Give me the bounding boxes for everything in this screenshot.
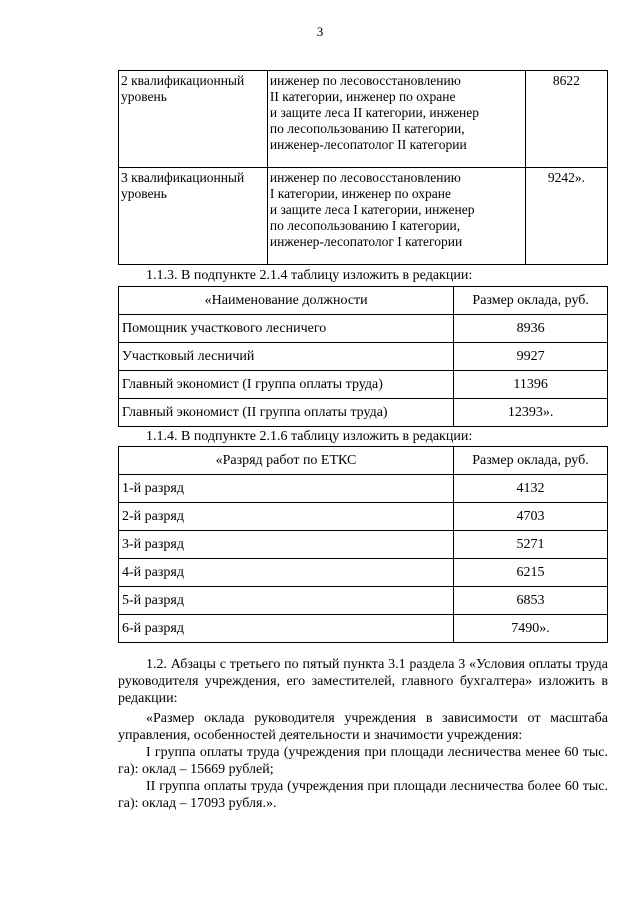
salary-cell: 12393». bbox=[454, 399, 608, 427]
position-line: и защите леса II категории, инженер bbox=[269, 105, 479, 120]
position-line: инженер по лесовосстановлению bbox=[269, 73, 461, 88]
grade-salary-table bbox=[118, 446, 608, 643]
paragraph-1-2: 1.2. Абзацы с третьего по пятый пункта 3.1 раздела 3 «Условия оплаты труда руководителя учреждения, его заместителей, главного бухгалтера» изложить в редакции: bbox=[118, 657, 608, 706]
qualification-table bbox=[118, 70, 608, 265]
name-cell: Помощник участкового лесничего bbox=[119, 315, 454, 343]
table-row bbox=[119, 315, 608, 343]
paragraph-group-1: I группа оплаты труда (учреждения при площади лесничества менее 60 тыс. га): оклад – 15669 рублей; bbox=[118, 745, 608, 777]
name-cell: 5-й разряд bbox=[119, 587, 454, 615]
table-header-row bbox=[119, 287, 608, 315]
table-row bbox=[119, 587, 608, 615]
table-row bbox=[119, 615, 608, 643]
position-line: инженер-лесопатолог II категории bbox=[269, 137, 467, 152]
clause-1-1-4: 1.1.4. В подпункте 2.1.6 таблицу изложить в редакции: bbox=[146, 429, 473, 444]
position-line: и защите леса I категории, инженер bbox=[269, 202, 475, 217]
level-cell: 2 квалификационный уровень bbox=[119, 71, 268, 168]
positions-salary-table bbox=[118, 286, 608, 427]
page-number: 3 bbox=[316, 24, 324, 39]
salary-cell: 4132 bbox=[453, 475, 607, 503]
position-line: I категории, инженер по охране bbox=[269, 186, 451, 201]
table-row bbox=[119, 371, 608, 399]
level-cell: 3 квалификационный уровень bbox=[119, 168, 268, 265]
name-cell: 6-й разряд bbox=[119, 615, 454, 643]
positions-cell bbox=[267, 168, 525, 265]
clause-1-1-3: 1.1.3. В подпункте 2.1.4 таблицу изложить в редакции: bbox=[146, 268, 473, 283]
table-header-row bbox=[119, 447, 608, 475]
table-row bbox=[119, 343, 608, 371]
table-row bbox=[119, 475, 608, 503]
position-line: II категории, инженер по охране bbox=[269, 89, 456, 104]
salary-cell: 5271 bbox=[453, 531, 607, 559]
table-row bbox=[119, 71, 608, 168]
name-cell: 2-й разряд bbox=[119, 503, 454, 531]
salary-cell: 4703 bbox=[453, 503, 607, 531]
salary-cell: 7490». bbox=[453, 615, 607, 643]
salary-cell: 6215 bbox=[453, 559, 607, 587]
table-row bbox=[119, 531, 608, 559]
table-row bbox=[119, 168, 608, 265]
name-cell: Главный экономист (I группа оплаты труда) bbox=[119, 371, 454, 399]
position-line: инженер-лесопатолог I категории bbox=[269, 234, 463, 249]
salary-cell: 8622 bbox=[525, 71, 607, 168]
column-header: «Разряд работ по ЕТКС bbox=[119, 447, 454, 475]
column-header: Размер оклада, руб. bbox=[453, 447, 607, 475]
salary-cell: 9927 bbox=[454, 343, 608, 371]
column-header: Размер оклада, руб. bbox=[454, 287, 608, 315]
paragraph-quote: «Размер оклада руководителя учреждения в зависимости от масштаба управления, особенностей деятельности и значимости учреждения: bbox=[118, 711, 608, 743]
position-line: по лесопользованию II категории, bbox=[269, 121, 465, 136]
column-header: «Наименование должности bbox=[119, 287, 454, 315]
table-row bbox=[119, 559, 608, 587]
name-cell: 3-й разряд bbox=[119, 531, 454, 559]
position-line: по лесопользованию I категории, bbox=[269, 218, 461, 233]
position-line: инженер по лесовосстановлению bbox=[269, 170, 461, 185]
salary-cell: 11396 bbox=[454, 371, 608, 399]
table-row bbox=[119, 399, 608, 427]
salary-cell: 8936 bbox=[454, 315, 608, 343]
salary-cell: 6853 bbox=[453, 587, 607, 615]
name-cell: 1-й разряд bbox=[119, 475, 454, 503]
name-cell: Главный экономист (II группа оплаты труда) bbox=[119, 399, 454, 427]
name-cell: Участковый лесничий bbox=[119, 343, 454, 371]
salary-cell: 9242». bbox=[525, 168, 607, 265]
paragraph-group-2: II группа оплаты труда (учреждения при площади лесничества более 60 тыс. га): оклад – 17093 рубля.». bbox=[118, 779, 608, 811]
positions-cell bbox=[267, 71, 525, 168]
name-cell: 4-й разряд bbox=[119, 559, 454, 587]
table-row bbox=[119, 503, 608, 531]
